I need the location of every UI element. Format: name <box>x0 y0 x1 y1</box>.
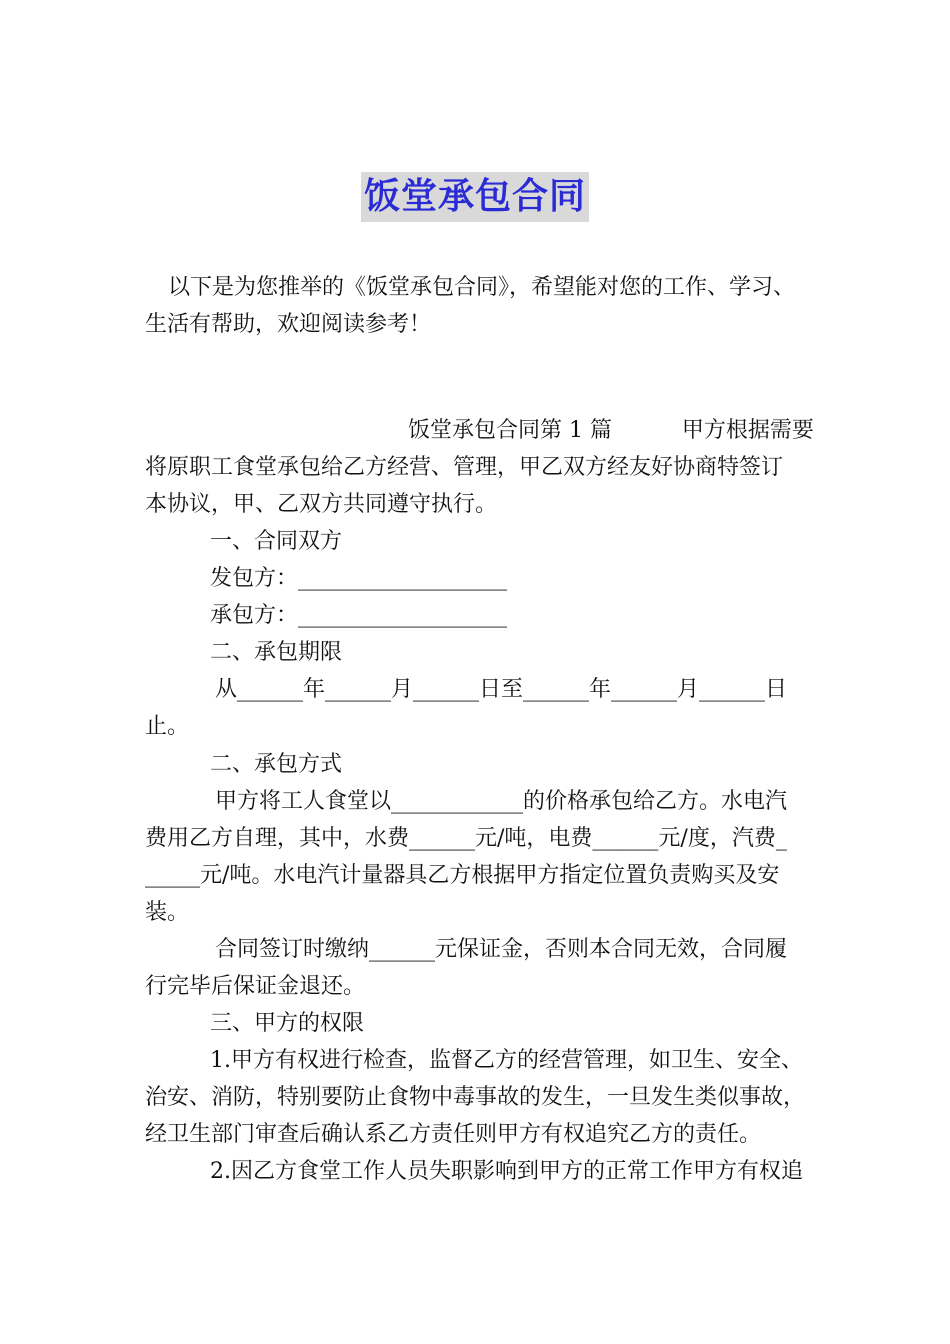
paragraph-line: 费用乙方自理，其中，水费______元/吨，电费______元/度，汽费_ <box>145 826 787 851</box>
paragraph-line: 止。 <box>145 714 190 739</box>
paragraph-line: 本协议，甲、乙双方共同遵守执行。 <box>145 492 498 517</box>
party-field: 发包方：___________________ <box>210 566 508 591</box>
paragraph-line: 合同签订时缴纳______元保证金，否则本合同无效，合同履 <box>215 937 788 962</box>
paragraph-line: 经卫生部门审查后确认系乙方责任则甲方有权追究乙方的责任。 <box>145 1122 762 1147</box>
paragraph-line: 装。 <box>145 900 190 925</box>
party-field: 承包方：___________________ <box>210 603 508 628</box>
paragraph-line: 将原职工食堂承包给乙方经营、管理，甲乙双方经友好协商特签订 <box>145 455 784 480</box>
clause-heading: 三、甲方的权限 <box>210 1011 365 1036</box>
paragraph-line: 2.因乙方食堂工作人员失职影响到甲方的正常工作甲方有权追 <box>210 1159 803 1184</box>
clause-heading: 二、承包方式 <box>210 752 343 777</box>
clause-heading: 一、合同双方 <box>210 529 343 554</box>
paragraph-line: _____元/吨。水电汽计量器具乙方根据甲方指定位置负责购买及安 <box>145 863 780 888</box>
clause-heading: 二、承包期限 <box>210 640 343 665</box>
document-title: 饭堂承包合同 <box>361 172 589 222</box>
paragraph-line: 1.甲方有权进行检查，监督乙方的经营管理，如卫生、安全、 <box>210 1048 803 1073</box>
intro-line: 以下是为您推举的《饭堂承包合同》，希望能对您的工作、学习、 <box>168 275 796 300</box>
paragraph-line: 治安、消防，特别要防止食物中毒事故的发生，一旦发生类似事故， <box>145 1085 806 1110</box>
paragraph-line: 从______年______月______日至______年______月______日 <box>215 677 788 702</box>
document-title-wrap <box>0 172 950 222</box>
intro-line: 生活有帮助，欢迎阅读参考！ <box>145 312 432 337</box>
paragraph-line: 行完毕后保证金退还。 <box>145 974 366 999</box>
section-heading-line: 饭堂承包合同第 1 篇 甲方根据需要 <box>408 418 814 443</box>
paragraph-line: 甲方将工人食堂以____________的价格承包给乙方。水电汽 <box>215 789 788 814</box>
